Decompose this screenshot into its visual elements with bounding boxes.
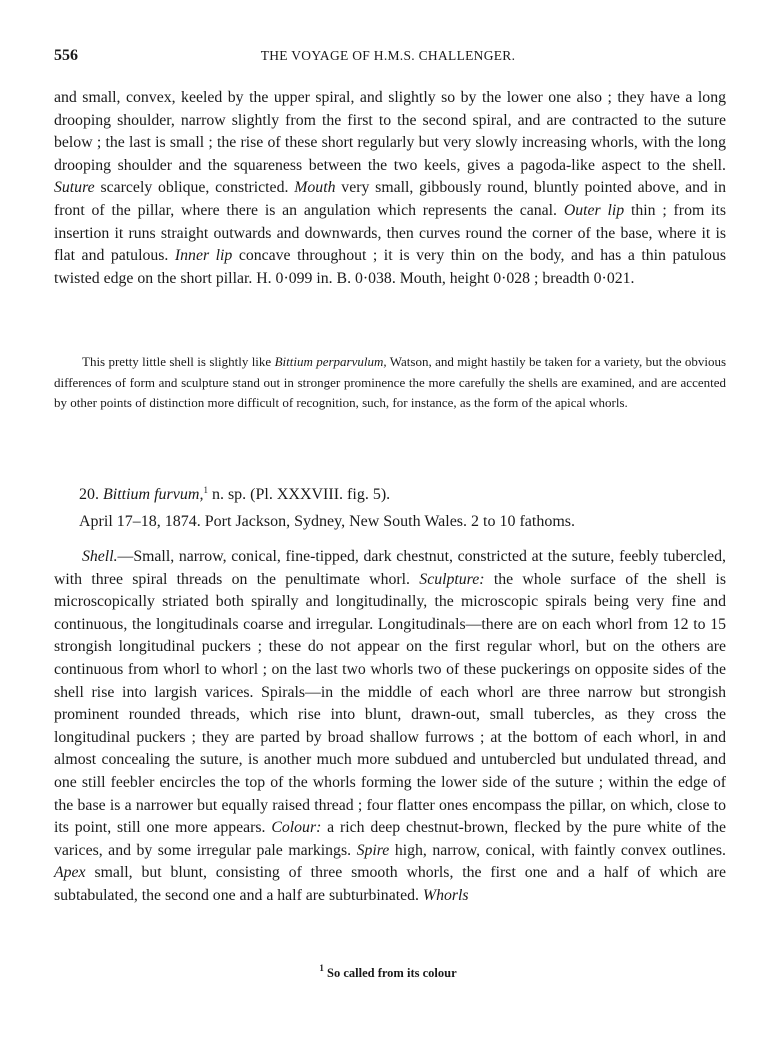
text-run: —Small, narrow, conical, fine-tipped, dark chestnut, constricted at the suture, feebly tubercled, with three spiral threads on the penultimate whorl. bbox=[54, 548, 726, 588]
species-reference: Bittium perparvulum, bbox=[274, 354, 387, 369]
shell-description-paragraph bbox=[54, 546, 726, 908]
text-run: high, narrow, conical, with faintly convex outlines. bbox=[394, 841, 726, 859]
term-colour: Colour: bbox=[271, 819, 322, 837]
term-sculpture: Sculpture: bbox=[419, 570, 485, 588]
text-run: and small, convex, keeled by the upper spiral, and slightly so by the lower one also ; they have a long drooping shoulder, narrow slightly from the first to the second spiral, and are contracted to the suture below ; the last is small ; the rise of these short regularly but very slowly increasing whorls, with the long drooping shoulder and the squareness between the two keels, gives a pagoda-like aspect to the shell. bbox=[54, 89, 726, 174]
text-run: a rich deep chestnut-brown, flecked by the pure white of the varices, and by some irregular pale markings. bbox=[54, 819, 726, 859]
running-title: THE VOYAGE OF H.M.S. CHALLENGER. bbox=[260, 48, 516, 63]
text-run: concave throughout ; it is very thin on the body, and has a thin patulous twisted edge on the short pillar. H. 0·099 in. B. 0·038. Mouth, height 0·028 ; breadth 0·021. bbox=[54, 247, 726, 287]
term-suture: Suture bbox=[54, 179, 95, 197]
species-number: 20. bbox=[79, 486, 99, 503]
term-shell: Shell. bbox=[82, 548, 118, 565]
term-inner-lip: Inner lip bbox=[174, 247, 233, 265]
text-run: thin ; from its insertion it runs straight outwards and downwards, then curves round the corner of the base, where it is flat and patulous. bbox=[54, 201, 726, 265]
species-rest: n. sp. (Pl. XXXVIII. fig. 5). bbox=[211, 486, 391, 503]
text-run: the whole surface of the shell is microscopically striated both spirally and longitudinally, the microscopic spirals being very fine and continuous, the longitudinals coarse and irregular. Longitudinals—there are on each whorl from 12 to 15 strongish longitudinal puckers ; these do not appear on the first regular whorl, but on the others are continuous from whorl to whorl ; on the last two whorls two of these puckerings on opposite sides of the shell rise into largish varices. Spirals—in the middle of each whorl are three narrow but strongish prominent rounded threads, which rise into blunt, drawn-out, small tubercles, as they cross the longitudinal puckers ; they are parted by broad shallow furrows ; at the bottom of each whorl, in and almost concealing the suture, is another much more subdued and untubercled but undulated thread, and one still feebler encircles the top of the whorls forming the lower side of the suture ; within the edge of the base is a narrower but equally raised thread ; four flatter ones encompass the pillar, on which, close to its point, still one more appears. bbox=[54, 570, 727, 837]
page-header bbox=[54, 47, 722, 69]
footnote-number: 1 bbox=[319, 963, 324, 973]
text-run: This pretty little shell is slightly like bbox=[82, 354, 272, 369]
description-paragraph bbox=[54, 87, 726, 290]
species-heading bbox=[79, 485, 390, 504]
text-run: Watson, and might hastily be taken for a variety, but the obvious differences of form and sculpture stand out in stronger prominence the more carefully the shells are examined, and are accented by other points of distinction more difficult of recognition, such, for instance, as the form of the apical whorls. bbox=[54, 354, 727, 410]
text-run: scarcely oblique, constricted. bbox=[100, 179, 289, 197]
term-outer-lip: Outer lip bbox=[563, 201, 625, 219]
remark-paragraph bbox=[54, 352, 726, 414]
page-number: 556 bbox=[54, 47, 78, 64]
footnote-text: So called from its colour bbox=[327, 966, 457, 980]
term-apex: Apex bbox=[54, 864, 86, 882]
text-run: small, but blunt, consisting of three smooth whorls, the first one and a half of which are subtabulated, the second one and a half are subturbinated. bbox=[54, 864, 727, 904]
footnote-mark: 1 bbox=[203, 485, 208, 495]
term-spire: Spire bbox=[356, 841, 390, 859]
footnote bbox=[0, 963, 776, 981]
locality-line: April 17–18, 1874. Port Jackson, Sydney, New South Wales. 2 to 10 fathoms. bbox=[79, 513, 576, 530]
text-run: very small, gibbously round, bluntly pointed above, and in front of the pillar, where there is an angulation which represents the canal. bbox=[54, 179, 726, 219]
term-mouth: Mouth bbox=[294, 179, 336, 197]
species-name: Bittium furvum, bbox=[103, 486, 204, 503]
term-whorls: Whorls bbox=[422, 886, 469, 904]
